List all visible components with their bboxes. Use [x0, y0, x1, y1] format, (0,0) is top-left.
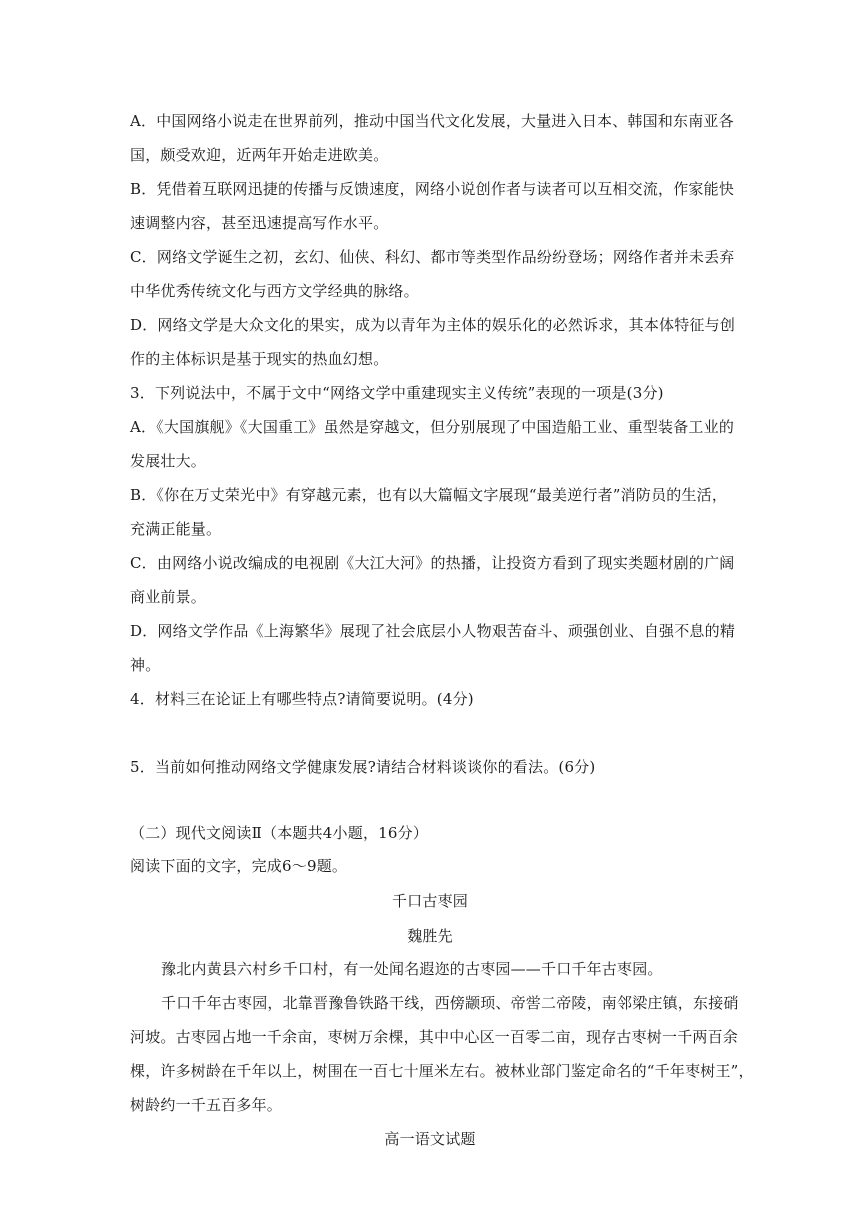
- article-paragraph-1: 豫北内黄县六村乡千口村，有一处闻名遐迩的古枣园——千口千年古枣园。: [161, 960, 663, 978]
- option-b-line-2: 速调整内容，甚至迅速提高写作水平。: [130, 214, 389, 232]
- q3-option-a-line-2: 发展壮大。: [130, 452, 207, 470]
- q3-option-b-line-1: B．《你在万丈荣光中》有穿越元素，也有以大篇幅文字展现“最美逆行者”消防员的生活，: [130, 486, 728, 504]
- q3-option-c-line-2: 商业前景。: [130, 588, 207, 606]
- option-c-line-1: C．网络文学诞生之初，玄幻、仙侠、科幻、都市等类型作品纷纷登场；网络作者并未丢弃: [130, 248, 735, 266]
- option-c-line-2: 中华优秀传统文化与西方文学经典的脉络。: [130, 282, 419, 300]
- q3-option-b-line-2: 充满正能量。: [130, 520, 222, 538]
- article-paragraph-2-line-2: 河坡。古枣园占地一千余亩，枣树万余棵，其中中心区一百零二亩，现存古枣树一千两百余: [130, 1028, 739, 1046]
- question-3: 3．下列说法中，不属于文中“网络文学中重建现实主义传统”表现的一项是(3分): [130, 384, 664, 402]
- q3-option-c-line-1: C．由网络小说改编成的电视剧《大江大河》的热播，让投资方看到了现实类题材剧的广阔: [130, 554, 735, 572]
- option-d-line-2: 作的主体标识是基于现实的热血幻想。: [130, 350, 389, 368]
- option-d-line-1: D．网络文学是大众文化的果实，成为以青年为主体的娱乐化的必然诉求，其本体特征与创: [130, 316, 736, 334]
- section-heading: （二）现代文阅读Ⅱ（本题共4小题，16分）: [130, 824, 429, 842]
- article-paragraph-2-line-1: 千口千年古枣园，北靠晋豫鲁铁路干线，西傍颛顼、帝喾二帝陵，南邻梁庄镇，东接硝: [161, 994, 739, 1012]
- article-author: 魏胜先: [407, 927, 453, 945]
- q3-option-d-line-2: 神。: [130, 656, 161, 674]
- article-title: 千口古枣园: [391, 892, 468, 910]
- question-5: 5．当前如何推动网络文学健康发展?请结合材料谈谈你的看法。(6分): [130, 758, 596, 776]
- article-paragraph-2-line-4: 树龄约一千五百多年。: [130, 1096, 283, 1114]
- page-footer: 高一语文试题: [384, 1130, 476, 1148]
- option-a-line-2: 国，颇受欢迎，近两年开始走进欧美。: [130, 146, 389, 164]
- question-4: 4．材料三在论证上有哪些特点?请简要说明。(4分): [130, 690, 474, 708]
- section-instruction: 阅读下面的文字，完成6～9题。: [130, 857, 348, 875]
- option-a-line-1: A．中国网络小说走在世界前列，推动中国当代文化发展，大量进入日本、韩国和东南亚各: [130, 112, 734, 130]
- option-b-line-1: B．凭借着互联网迅捷的传播与反馈速度，网络小说创作者与读者可以互相交流，作家能快: [130, 180, 735, 198]
- q3-option-d-line-1: D．网络文学作品《上海繁华》展现了社会底层小人物艰苦奋斗、顽强创业、自强不息的精: [130, 622, 736, 640]
- article-paragraph-2-line-3: 棵，许多树龄在千年以上，树围在一百七十厘米左右。被林业部门鉴定命名的“千年枣树王”，: [130, 1062, 754, 1080]
- q3-option-a-line-1: A．《大国旗舰》《大国重工》虽然是穿越文，但分别展现了中国造船工业、重型装备工业的: [130, 418, 735, 436]
